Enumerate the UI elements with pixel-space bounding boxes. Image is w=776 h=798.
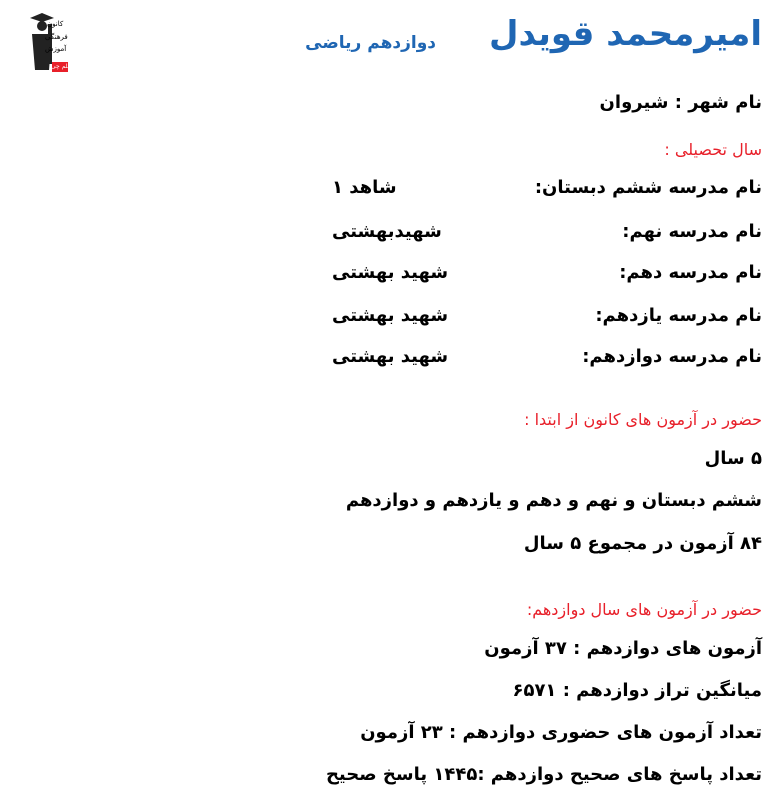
twelfth-in-person: تعداد آزمون های حضوری دوازدهم : ۲۳ آزمون — [360, 722, 762, 743]
logo-text-3: آموزش — [45, 45, 67, 53]
school-row — [332, 221, 762, 247]
school-label: نام مدرسه نهم: — [622, 221, 762, 242]
school-row — [332, 305, 762, 331]
logo-text-4: قلم چی — [51, 63, 71, 70]
twelfth-average-score: میانگین تراز دوازدهم : ۶۵۷۱ — [512, 680, 762, 701]
attendance-heading: حضور در آزمون های کانون از ابتدا : — [524, 410, 762, 429]
twelfth-heading: حضور در آزمون های سال دوازدهم: — [526, 600, 762, 619]
twelfth-correct-answers: تعداد پاسخ های صحیح دوازدهم :۱۴۴۵ پاسخ صحیح — [325, 764, 762, 785]
school-label: نام مدرسه یازدهم: — [595, 305, 762, 326]
grade-field: دوازدهم ریاضی — [305, 33, 436, 53]
school-label: نام مدرسه دهم: — [619, 262, 762, 283]
school-row — [332, 346, 762, 372]
school-value: شاهد ۱ — [332, 177, 397, 198]
school-value: شهید بهشتی — [332, 346, 449, 367]
logo-text-1: کانون — [47, 20, 64, 28]
academic-year-heading: سال تحصیلی : — [664, 140, 762, 159]
attendance-grades: ششم دبستان و نهم و دهم و یازدهم و دوازدهم — [345, 490, 762, 511]
school-value: شهید بهشتی — [332, 262, 449, 283]
school-value: شهید بهشتی — [332, 305, 449, 326]
school-label: نام مدرسه دوازدهم: — [582, 346, 762, 367]
student-name: امیرمحمد قویدل — [488, 14, 762, 54]
school-value: شهیدبهشتی — [332, 221, 442, 242]
school-row — [332, 262, 762, 288]
logo-text-2: فرهنگی — [45, 33, 68, 41]
twelfth-exam-count: آزمون های دوازدهم : ۳۷ آزمون — [484, 638, 762, 659]
attendance-total-exams: ۸۴ آزمون در مجموع ۵ سال — [523, 533, 762, 554]
school-row — [332, 177, 762, 203]
school-label: نام مدرسه ششم دبستان: — [534, 177, 762, 198]
city-line: نام شهر : شیروان — [599, 92, 762, 113]
attendance-years: ۵ سال — [704, 448, 762, 469]
